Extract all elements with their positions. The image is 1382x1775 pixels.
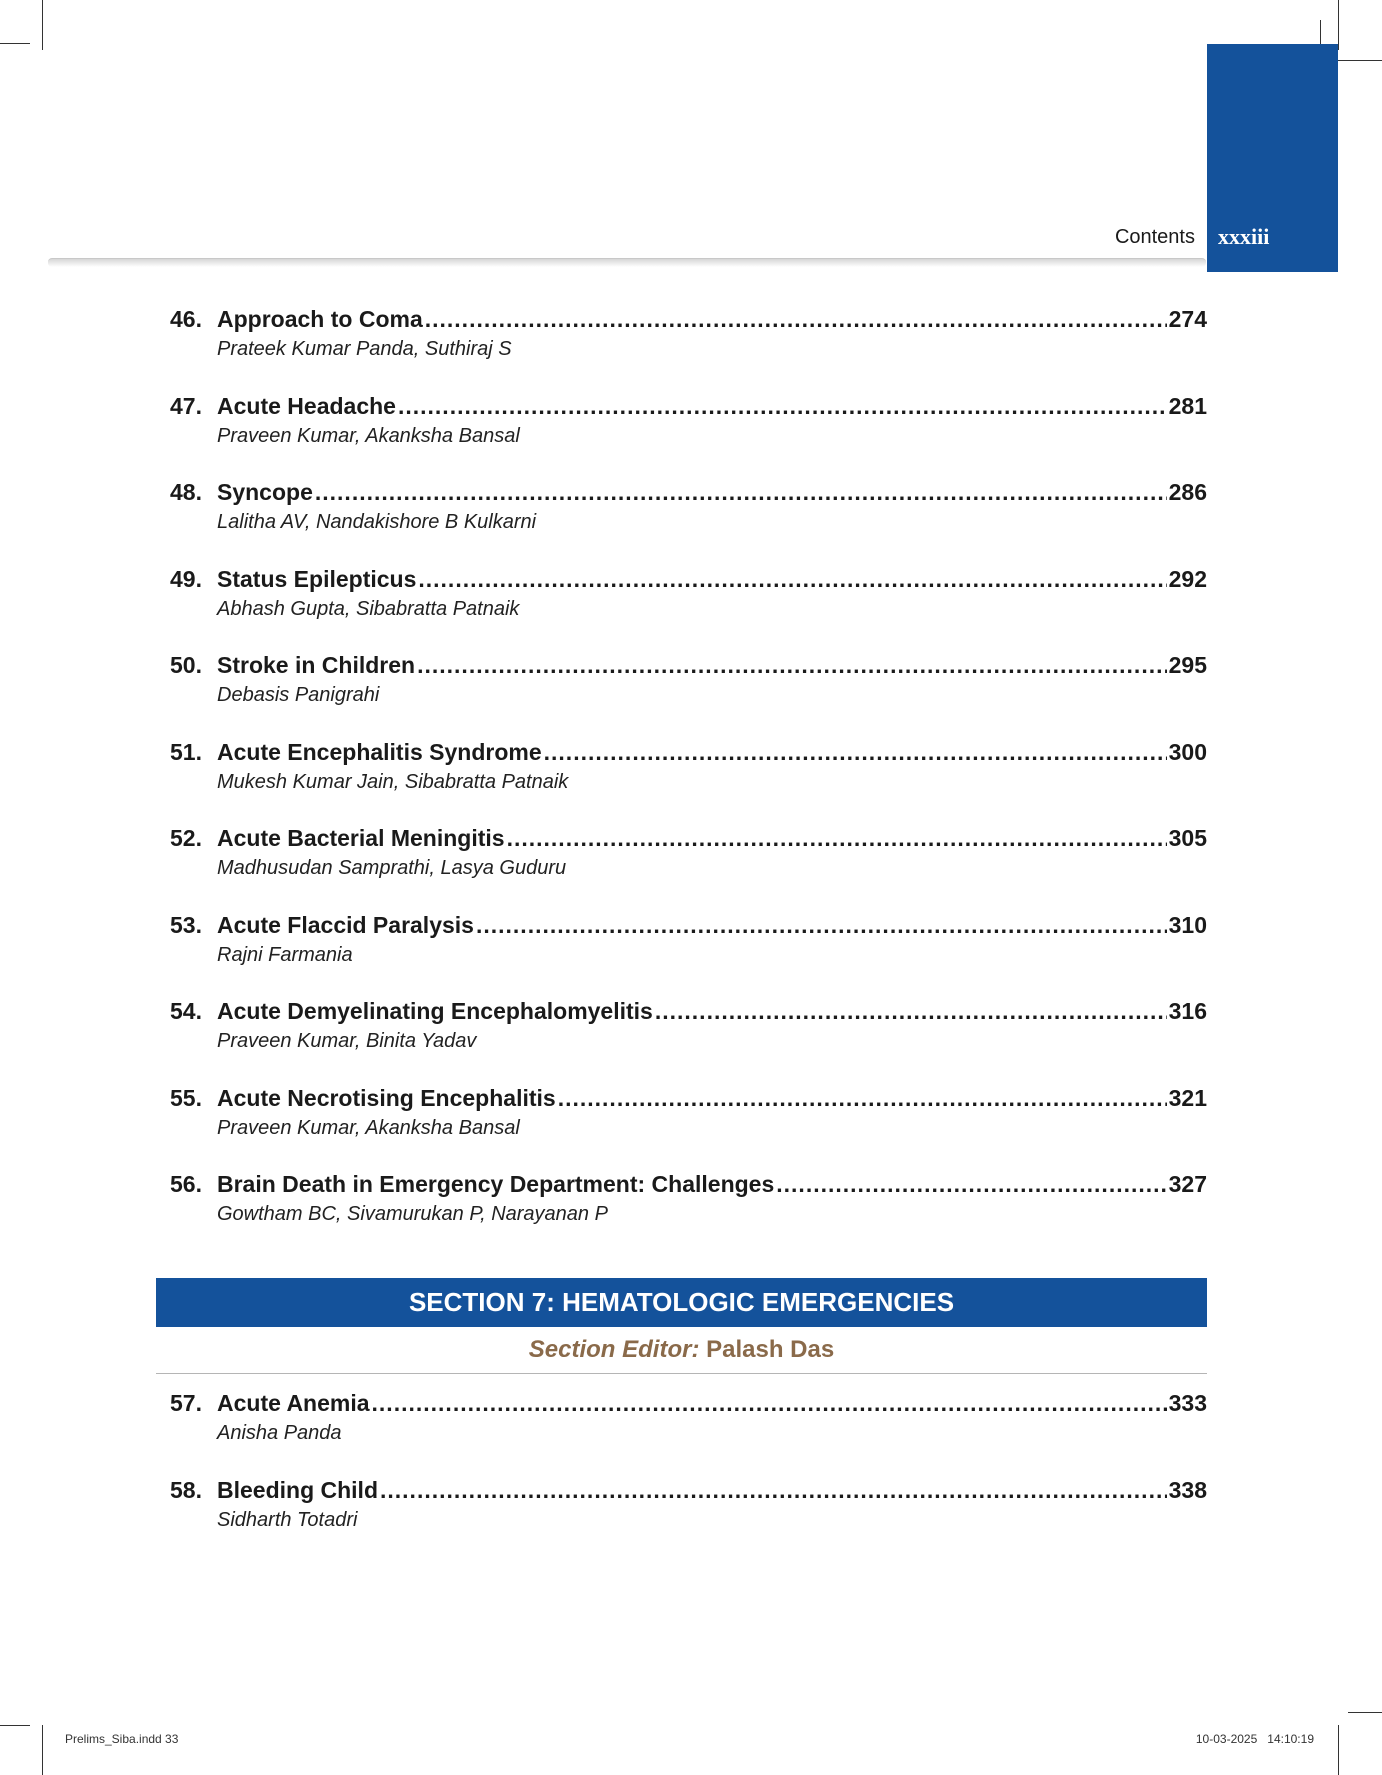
entry-page: 305 xyxy=(1168,825,1207,851)
entry-title: Status Epilepticus xyxy=(217,566,417,592)
entry-title: Approach to Coma xyxy=(217,306,423,332)
entry-title: Acute Necrotising Encephalitis xyxy=(217,1085,556,1111)
entry-number: 47. xyxy=(170,393,202,419)
dot-leader xyxy=(544,739,1167,766)
toc-entry-50[interactable] xyxy=(170,652,1207,707)
section-editor-name: Palash Das xyxy=(706,1336,835,1363)
footer-timestamp xyxy=(1196,1732,1314,1746)
entry-page: 295 xyxy=(1168,652,1207,678)
toc-entry-46[interactable] xyxy=(170,306,1207,361)
entry-page: 338 xyxy=(1168,1477,1207,1503)
entry-title: Acute Headache xyxy=(217,393,396,419)
entry-number: 48. xyxy=(170,479,202,505)
entry-title: Acute Encephalitis Syndrome xyxy=(217,739,542,765)
toc-entry-52[interactable] xyxy=(170,825,1207,880)
dot-leader xyxy=(417,652,1167,679)
section-editor-label: Section Editor: xyxy=(528,1336,700,1363)
entry-authors: Lalitha AV, Nandakishore B Kulkarni xyxy=(217,511,537,533)
dot-leader xyxy=(372,1390,1167,1417)
entry-authors: Praveen Kumar, Akanksha Bansal xyxy=(217,1117,520,1139)
entry-title: Acute Demyelinating Encephalomyelitis xyxy=(217,998,653,1024)
entry-number: 58. xyxy=(170,1477,202,1503)
header-divider xyxy=(48,258,1206,267)
section-editor xyxy=(156,1336,1207,1364)
entry-authors: Mukesh Kumar Jain, Sibabratta Patnaik xyxy=(217,771,569,793)
toc-entry-56[interactable] xyxy=(170,1171,1207,1226)
entry-page: 300 xyxy=(1168,739,1207,765)
toc-entry-47[interactable] xyxy=(170,393,1207,448)
dot-leader xyxy=(776,1171,1166,1198)
entry-page: 321 xyxy=(1168,1085,1207,1111)
section-heading: SECTION 7: HEMATOLOGIC EMERGENCIES xyxy=(156,1278,1207,1327)
toc-entry-49[interactable] xyxy=(170,566,1207,621)
entry-number: 54. xyxy=(170,998,202,1024)
toc-entry-51[interactable] xyxy=(170,739,1207,794)
entry-authors: Prateek Kumar Panda, Suthiraj S xyxy=(217,338,512,360)
toc-entry-55[interactable] xyxy=(170,1085,1207,1140)
entry-title: Brain Death in Emergency Department: Challenges xyxy=(217,1171,775,1197)
entry-authors: Praveen Kumar, Binita Yadav xyxy=(217,1030,477,1052)
dot-leader xyxy=(558,1085,1167,1112)
dot-leader xyxy=(398,393,1167,420)
dot-leader xyxy=(425,306,1167,333)
entry-number: 57. xyxy=(170,1390,202,1416)
entry-authors: Praveen Kumar, Akanksha Bansal xyxy=(217,425,520,447)
entry-number: 55. xyxy=(170,1085,202,1111)
dot-leader xyxy=(655,998,1167,1025)
entry-number: 51. xyxy=(170,739,202,765)
entry-number: 49. xyxy=(170,566,202,592)
entry-page: 333 xyxy=(1168,1390,1207,1416)
toc-entry-48[interactable] xyxy=(170,479,1207,534)
entry-title: Stroke in Children xyxy=(217,652,416,678)
entry-page: 310 xyxy=(1168,912,1207,938)
entry-number: 50. xyxy=(170,652,202,678)
dot-leader xyxy=(380,1477,1167,1504)
entry-authors: Madhusudan Samprathi, Lasya Guduru xyxy=(217,857,567,879)
crop-mark xyxy=(0,43,30,44)
entry-number: 56. xyxy=(170,1171,202,1197)
footer-date: 10-03-2025 xyxy=(1195,1732,1258,1746)
running-head: Contents xyxy=(1114,226,1195,248)
entry-page: 292 xyxy=(1168,566,1207,592)
toc-entry-58[interactable] xyxy=(170,1477,1207,1532)
entry-title: Acute Anemia xyxy=(217,1390,370,1416)
crop-mark xyxy=(1338,0,1339,50)
entry-number: 53. xyxy=(170,912,202,938)
entry-title: Acute Bacterial Meningitis xyxy=(217,825,505,851)
entry-page: 274 xyxy=(1168,306,1207,332)
section-divider xyxy=(156,1373,1207,1374)
dot-leader xyxy=(418,566,1166,593)
entry-authors: Sidharth Totadri xyxy=(217,1509,358,1531)
entry-authors: Debasis Panigrahi xyxy=(217,684,380,706)
entry-authors: Abhash Gupta, Sibabratta Patnaik xyxy=(217,598,520,620)
crop-mark xyxy=(1348,1712,1382,1713)
entry-page: 286 xyxy=(1168,479,1207,505)
entry-title: Syncope xyxy=(217,479,313,505)
crop-mark xyxy=(42,1725,43,1775)
crop-mark xyxy=(42,0,43,50)
footer-time: 14:10:19 xyxy=(1267,1732,1314,1746)
entry-number: 52. xyxy=(170,825,202,851)
entry-title: Acute Flaccid Paralysis xyxy=(217,912,474,938)
toc-entry-54[interactable] xyxy=(170,998,1207,1053)
entry-page: 327 xyxy=(1168,1171,1207,1197)
dot-leader xyxy=(315,479,1167,506)
toc-entry-53[interactable] xyxy=(170,912,1207,967)
entry-page: 281 xyxy=(1168,393,1207,419)
entry-authors: Gowtham BC, Sivamurukan P, Narayanan P xyxy=(217,1203,608,1225)
entry-page: 316 xyxy=(1168,998,1207,1024)
entry-title: Bleeding Child xyxy=(217,1477,378,1503)
footer-file: Prelims_Siba.indd 33 xyxy=(65,1732,179,1746)
entry-authors: Rajni Farmania xyxy=(217,944,353,966)
dot-leader xyxy=(507,825,1167,852)
crop-mark xyxy=(1338,1725,1339,1775)
entry-number: 46. xyxy=(170,306,202,332)
crop-mark xyxy=(0,1725,30,1726)
crop-mark xyxy=(1338,60,1382,61)
toc-entry-57[interactable] xyxy=(170,1390,1207,1445)
entry-authors: Anisha Panda xyxy=(217,1422,342,1444)
dot-leader xyxy=(476,912,1167,939)
page-number: xxxiii xyxy=(1218,224,1270,249)
